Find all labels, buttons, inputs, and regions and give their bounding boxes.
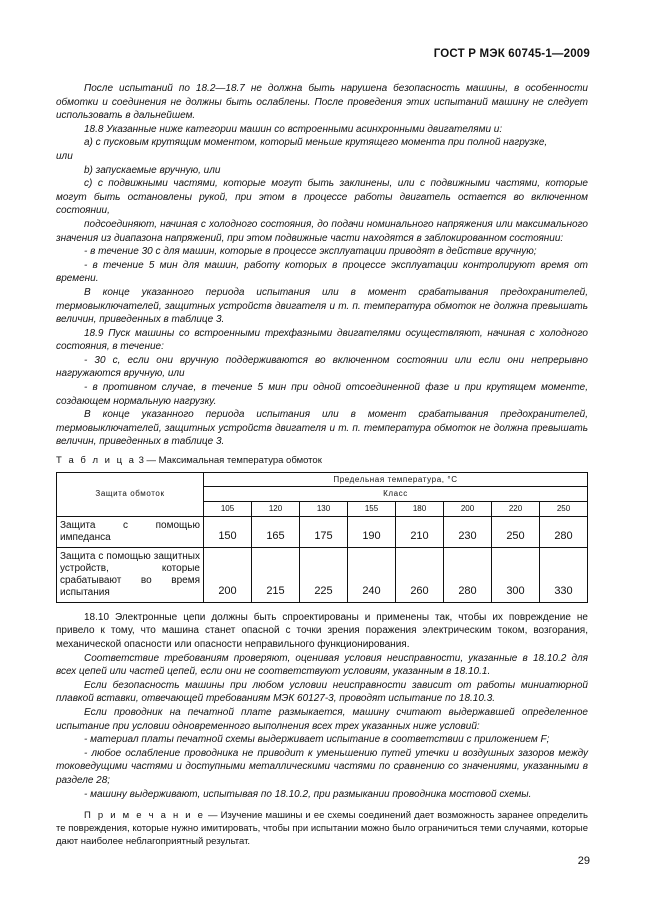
table-cell: 225 [300, 547, 348, 602]
table-cell: 330 [540, 547, 588, 602]
paragraph: - машину выдерживают, испытывая по 18.10.2, при размыкании проводника мостовой схемы. [84, 788, 532, 800]
table-cell: 260 [396, 547, 444, 602]
page-number: 29 [577, 855, 590, 867]
paragraph: После испытаний по 18.2—18.7 не должна быть нарушена безопасность машины, в особенности обмотки и соединения не должны быть ослаблены. После проведения этих испытаний машину не следует использовать в дальнейшем. [56, 83, 588, 122]
class-cell: 180 [396, 501, 444, 516]
table-cell: 280 [540, 516, 588, 547]
paragraph: 18.9 Пуск машины со встроенными трехфазными двигателями осуществляют, начиная с холодного состояния, в течение: [56, 327, 588, 353]
class-cell: 220 [492, 501, 540, 516]
table-cell: 240 [348, 547, 396, 602]
table-row [57, 547, 588, 602]
table-cell: 200 [204, 547, 252, 602]
table-cell: 165 [252, 516, 300, 547]
paragraph: или [56, 150, 73, 162]
header-temperature: Предельная температура, °С [204, 472, 588, 487]
paragraph: - в течение 5 мин для машин, работу которых в процессе эксплуатации контролируют время от времени. [56, 259, 588, 285]
top-paragraphs [56, 82, 588, 449]
paragraph: Если проводник на печатной плате размыкается, машину считают выдержавшей определенное испытание при условии одновременного выполнения всех трех указанных ниже условий: [56, 706, 588, 732]
table-cell: 190 [348, 516, 396, 547]
class-cell: 155 [348, 501, 396, 516]
paragraph: Если безопасность машины при любом условии неисправности зависит от работы миниатюрной плавкой вставки, отвечающей требованиям МЭК 60127-3, проводят испытание по 18.10.3. [56, 679, 588, 705]
table-caption-prefix: Т а б л и ц а [56, 455, 136, 467]
paragraph: В конце указанного периода испытания или в момент срабатывания предохранителей, термовыключателей, защитных устройств двигателя и т. п. температура обмоток не должна превышать величин, приведенных в таблице 3. [56, 286, 588, 326]
bottom-paragraphs [56, 611, 588, 801]
class-cell: 250 [540, 501, 588, 516]
table-caption-title: 3 — Максимальная температура обмоток [135, 455, 322, 467]
document-header: ГОСТ Р МЭК 60745-1—2009 [433, 48, 590, 60]
note-prefix: П р и м е ч а н и е [84, 810, 205, 822]
paragraph: b) запускаемые вручную, или [84, 164, 221, 176]
table-caption [56, 454, 588, 468]
header-protection: Защита обмоток [57, 472, 204, 516]
page-content [56, 82, 588, 848]
paragraph: Соответствие требованиям проверяют, оценивая условия неисправности, указанные в 18.10.2 для всех цепей или частей цепей, если они не соответствуют условиям, указанным в 18.10.1. [56, 652, 588, 678]
paragraph: а) с пусковым крутящим моментом, который меньше крутящего момента при полной нагрузке, [84, 137, 548, 149]
class-cell: 105 [204, 501, 252, 516]
paragraph: с) с подвижными частями, которые могут быть заклинены, или с подвижными частями, которые могут быть остановлены рукой, при этом в процессе работы двигатель остается во включенном состоянии, [56, 178, 588, 217]
row-label: Защита с помощью защитных устройств, которые срабатывают во время испытания [57, 547, 204, 602]
table-cell: 300 [492, 547, 540, 602]
header-class: Класс [204, 487, 588, 502]
note-text: — Изучение машины и ее схемы соединений дает возможность заранее определить те повреждения, которые нужно имитировать, чтобы при испытании можно было ограничиться теми случаями, которые дают наиболее неблагоприятный результат. [56, 810, 589, 848]
row-label: Защита с помощью импеданса [57, 516, 204, 547]
table-cell: 215 [252, 547, 300, 602]
table-cell: 175 [300, 516, 348, 547]
paragraph: подсоединяют, начиная с холодного состояния, до подачи номинального напряжения или максимального значения из диапазона напряжений, при этом подвижные части находятся в заблокированном состоянии: [56, 218, 588, 244]
table-row [57, 516, 588, 547]
paragraph: 18.8 Указанные ниже категории машин со встроенными асинхронными двигателями и: [84, 123, 503, 135]
class-cell: 130 [300, 501, 348, 516]
paragraph: - материал платы печатной схемы выдерживает испытание в соответствии с приложением F; [84, 734, 550, 746]
paragraph: - 30 с, если они вручную поддерживаются во включенном состоянии или если они непрерывно нагружаются вручную, или [56, 354, 588, 380]
table-cell: 250 [492, 516, 540, 547]
class-cell: 200 [444, 501, 492, 516]
table-cell: 230 [444, 516, 492, 547]
table-cell: 280 [444, 547, 492, 602]
paragraph: 18.10 Электронные цепи должны быть спроектированы и применены так, чтобы их повреждение не привело к тому, что машина станет опасной с точки зрения поражения электрическим током, возгорания, механической опасности или опасности неправильного функционирования. [56, 611, 588, 650]
table-cell: 150 [204, 516, 252, 547]
paragraph: В конце указанного периода испытания или в момент срабатывания предохранителей, термовыключателей, защитных устройств двигателя и т. п. температура обмоток не должна превышать величин, приведенных в таблице 3. [56, 409, 588, 448]
paragraph: - в течение 30 с для машин, которые в процессе эксплуатации приводят в действие вручную; [84, 246, 537, 258]
note [56, 809, 588, 848]
paragraph: - любое ослабление проводника не приводит к уменьшению путей утечки и воздушных зазоров между токоведущими частями и доступными металлическими частями по сравнению со значениями, указанными в разделе 28; [56, 747, 588, 786]
paragraph: - в противном случае, в течение 5 мин при одной отсоединенной фазе и при крутящем моменте, создающем нормальную нагрузку. [56, 382, 588, 407]
table-cell: 210 [396, 516, 444, 547]
class-cell: 120 [252, 501, 300, 516]
temperature-table [56, 472, 588, 603]
